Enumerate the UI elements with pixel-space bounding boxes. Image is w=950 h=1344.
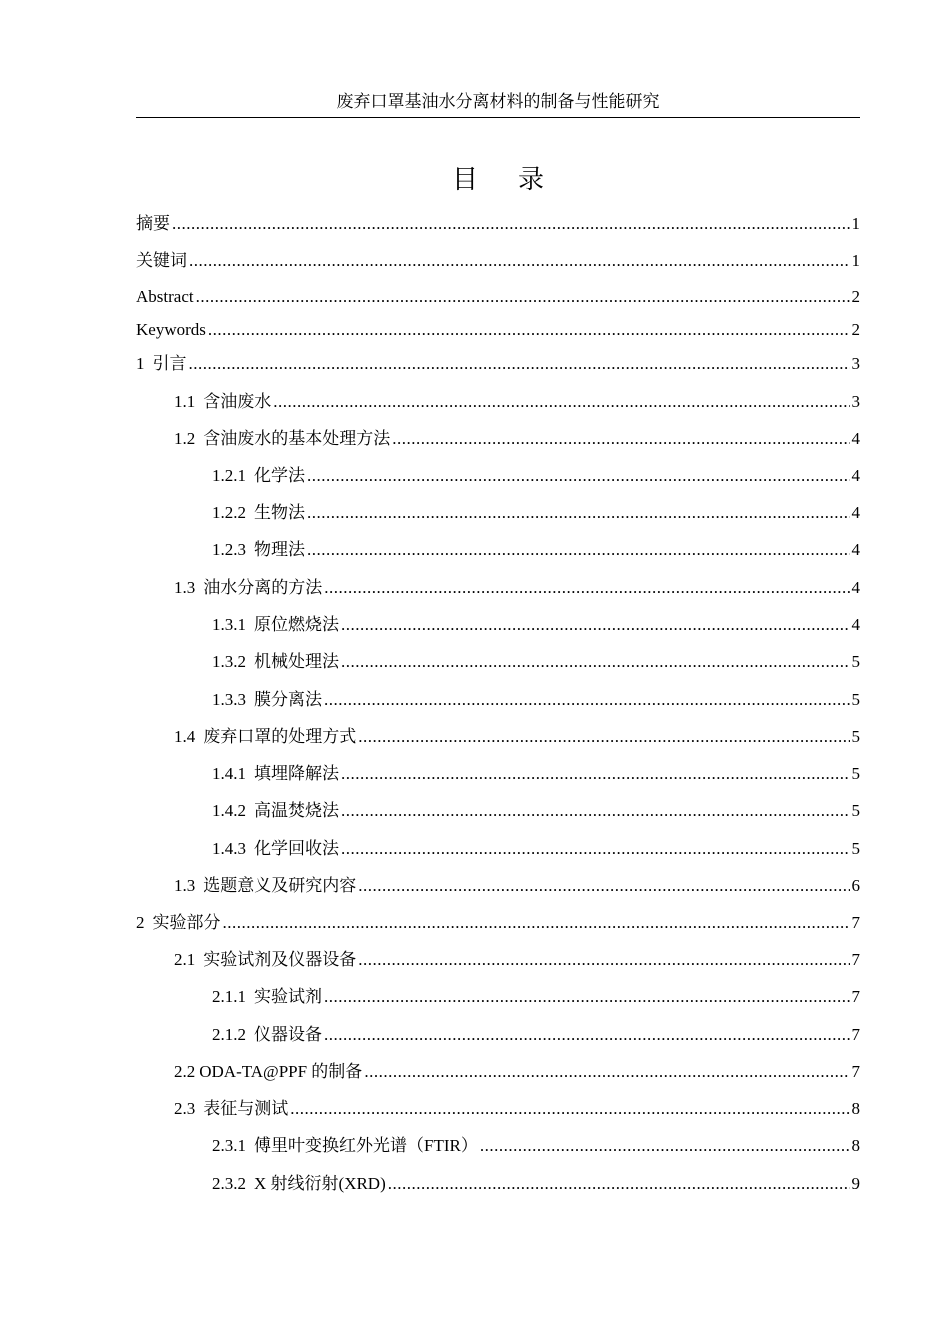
toc-leader-dots [223, 910, 850, 936]
toc-entry-text: 实验部分 [152, 913, 221, 932]
toc-entry-text: 填埋降解法 [254, 764, 339, 783]
toc-entry-text: 膜分离法 [254, 690, 322, 709]
toc-entry-text: 原位燃烧法 [254, 615, 339, 634]
toc-entry-2-2[interactable] [174, 1059, 860, 1085]
toc-title: 目录 [451, 165, 584, 194]
toc-leader-dots [341, 798, 850, 824]
toc-entry-text: Keywords [136, 320, 206, 339]
toc-entry-text: 实验试剂及仪器设备 [203, 950, 357, 969]
toc-page-number: 5 [851, 690, 860, 709]
toc-entry-abstract-en[interactable] [136, 284, 860, 310]
toc-entry-2-1-1[interactable] [212, 984, 860, 1010]
toc-page-number: 4 [851, 578, 860, 597]
toc-page-number: 1 [851, 251, 860, 270]
toc-entry-text: 摘要 [136, 214, 170, 233]
toc-leader-dots [480, 1133, 850, 1159]
toc-page-number: 3 [851, 392, 860, 411]
toc-page-number: 6 [851, 876, 860, 895]
toc-page-number: 4 [851, 540, 860, 559]
toc-section-number: 1.4.3 [212, 839, 246, 858]
toc-section-number: 1.3.1 [212, 615, 246, 634]
toc-leader-dots [341, 761, 850, 787]
toc-page-number: 4 [851, 615, 860, 634]
toc-entry-text: 化学法 [254, 466, 305, 485]
toc-leader-dots [208, 317, 850, 343]
toc-entry-keywords-cn[interactable] [136, 248, 860, 274]
toc-entry-1-3-2[interactable] [212, 649, 860, 675]
toc-section-number: 2.2 [174, 1062, 196, 1081]
toc-entry-text: X 射线衍射(XRD) [254, 1174, 386, 1193]
toc-entry-1-4[interactable] [174, 724, 860, 750]
toc-entry-text: 选题意义及研究内容 [203, 876, 357, 895]
toc-leader-dots [341, 836, 850, 862]
toc-section-number: 2.1 [174, 950, 196, 969]
toc-entry-text: 废弃口罩的处理方式 [203, 727, 357, 746]
toc-leader-dots [307, 500, 850, 526]
toc-page-number: 1 [851, 214, 860, 233]
toc-entry-text: 化学回收法 [254, 839, 339, 858]
toc-leader-dots [196, 284, 850, 310]
toc-entry-text: Abstract [136, 287, 194, 306]
toc-entry-2-3-2[interactable] [212, 1171, 860, 1197]
toc-section-number: 2.3.2 [212, 1174, 246, 1193]
toc-section-number: 2.1.1 [212, 987, 246, 1006]
toc-page-number: 3 [851, 354, 860, 373]
toc-entry-1-3-3[interactable] [212, 687, 860, 713]
toc-leader-dots [290, 1096, 849, 1122]
toc-entry-text: 高温焚烧法 [254, 801, 339, 820]
toc-entry-2-3[interactable] [174, 1096, 860, 1122]
toc-page-number: 8 [851, 1099, 860, 1118]
toc-section-number: 1.2 [174, 429, 196, 448]
toc-leader-dots [324, 687, 850, 713]
toc-entry-text: 关键词 [136, 251, 187, 270]
toc-leader-dots [358, 947, 849, 973]
toc-entry-text: 引言 [152, 354, 187, 373]
toc-entry-text: 仪器设备 [254, 1025, 322, 1044]
toc-page-number: 5 [851, 801, 860, 820]
toc-section-number: 1.2.3 [212, 540, 246, 559]
toc-entry-text: 含油废水的基本处理方法 [203, 429, 391, 448]
toc-page-number: 5 [851, 727, 860, 746]
header-rule [136, 117, 860, 118]
toc-section-number: 1 [136, 354, 145, 373]
toc-section-number: 2 [136, 913, 145, 932]
toc-entry-text: 物理法 [254, 540, 305, 559]
toc-entry-1-4-3[interactable] [212, 836, 860, 862]
toc-section-number: 1.4.1 [212, 764, 246, 783]
toc-section-number: 1.4.2 [212, 801, 246, 820]
toc-leader-dots [364, 1059, 849, 1085]
toc-leader-dots [307, 537, 850, 563]
toc-leader-dots [324, 575, 849, 601]
toc-entry-text: 表征与测试 [203, 1099, 289, 1118]
toc-entry-1-2-2[interactable] [212, 500, 860, 526]
toc-entry-1-2-1[interactable] [212, 463, 860, 489]
toc-section-number: 1.2.2 [212, 503, 246, 522]
toc-entry-1-4-1[interactable] [212, 761, 860, 787]
toc-section-number: 1.3 [174, 876, 196, 895]
toc-page-number: 8 [851, 1136, 860, 1155]
toc-section-number: 2.3 [174, 1099, 196, 1118]
toc-entry-keywords-en[interactable] [136, 317, 860, 343]
toc-entry-text: 实验试剂 [254, 987, 322, 1006]
toc-leader-dots [324, 1022, 850, 1048]
toc-page-number: 5 [851, 764, 860, 783]
toc-section-number: 1.2.1 [212, 466, 246, 485]
toc-page-number: 4 [851, 429, 860, 448]
toc-entry-text: 生物法 [254, 503, 305, 522]
toc-page-number: 7 [851, 1025, 860, 1044]
toc-page-number: 9 [851, 1174, 860, 1193]
toc-entry-1-2[interactable] [174, 426, 860, 452]
toc-entry-text: 机械处理法 [254, 652, 339, 671]
toc-section-number: 2.3.1 [212, 1136, 246, 1155]
toc-section-number: 1.3 [174, 578, 196, 597]
toc-entry-1-2-3[interactable] [212, 537, 860, 563]
toc-page-number: 2 [851, 287, 860, 306]
toc-leader-dots [341, 612, 850, 638]
toc-entry-2-1-2[interactable] [212, 1022, 860, 1048]
toc-leader-dots [307, 463, 850, 489]
toc-entry-1-1[interactable] [174, 389, 860, 415]
toc-entry-text: 含油废水 [203, 392, 272, 411]
toc-entry-1-4-2[interactable] [212, 798, 860, 824]
toc-leader-dots [341, 649, 850, 675]
toc-entry-2-1[interactable] [174, 947, 860, 973]
toc-page-number: 7 [851, 950, 860, 969]
toc-leader-dots [388, 1171, 850, 1197]
toc-section-number: 1.3.3 [212, 690, 246, 709]
toc-page-number: 2 [851, 320, 860, 339]
running-header: 废弃口罩基油水分离材料的制备与性能研究 [336, 92, 660, 111]
toc-page-number: 5 [851, 652, 860, 671]
toc-section-number: 2.1.2 [212, 1025, 246, 1044]
toc-leader-dots [324, 984, 850, 1010]
toc-section-number: 1.1 [174, 392, 196, 411]
toc-entry-text: 油水分离的方法 [203, 578, 323, 597]
toc-leader-dots [189, 351, 850, 377]
toc-section-number: 1.3.2 [212, 652, 246, 671]
toc-leader-dots [358, 724, 849, 750]
toc-entry-2[interactable] [136, 910, 860, 936]
toc-entry-text: 傅里叶变换红外光谱（FTIR） [254, 1136, 478, 1155]
toc-entry-1-3-topic[interactable] [174, 873, 860, 899]
toc-page-number: 7 [851, 1062, 860, 1081]
toc-leader-dots [273, 389, 849, 415]
toc-entry-2-3-1[interactable] [212, 1133, 860, 1159]
toc-leader-dots [392, 426, 849, 452]
toc-page-number: 7 [851, 987, 860, 1006]
toc-page-number: 5 [851, 839, 860, 858]
toc-section-number: 1.4 [174, 727, 196, 746]
toc-page-number: 4 [851, 466, 860, 485]
toc-entry-text: ODA-TA@PPF 的制备 [199, 1062, 363, 1081]
toc-leader-dots [189, 248, 850, 274]
toc-entry-abstract-cn[interactable] [136, 211, 860, 237]
toc-page-number: 4 [851, 503, 860, 522]
toc-entry-1-3-1[interactable] [212, 612, 860, 638]
toc-leader-dots [172, 211, 850, 237]
toc-leader-dots [358, 873, 849, 899]
toc-page-number: 7 [851, 913, 860, 932]
toc-entry-1-3[interactable] [174, 575, 860, 601]
toc-entry-1[interactable] [136, 351, 860, 377]
